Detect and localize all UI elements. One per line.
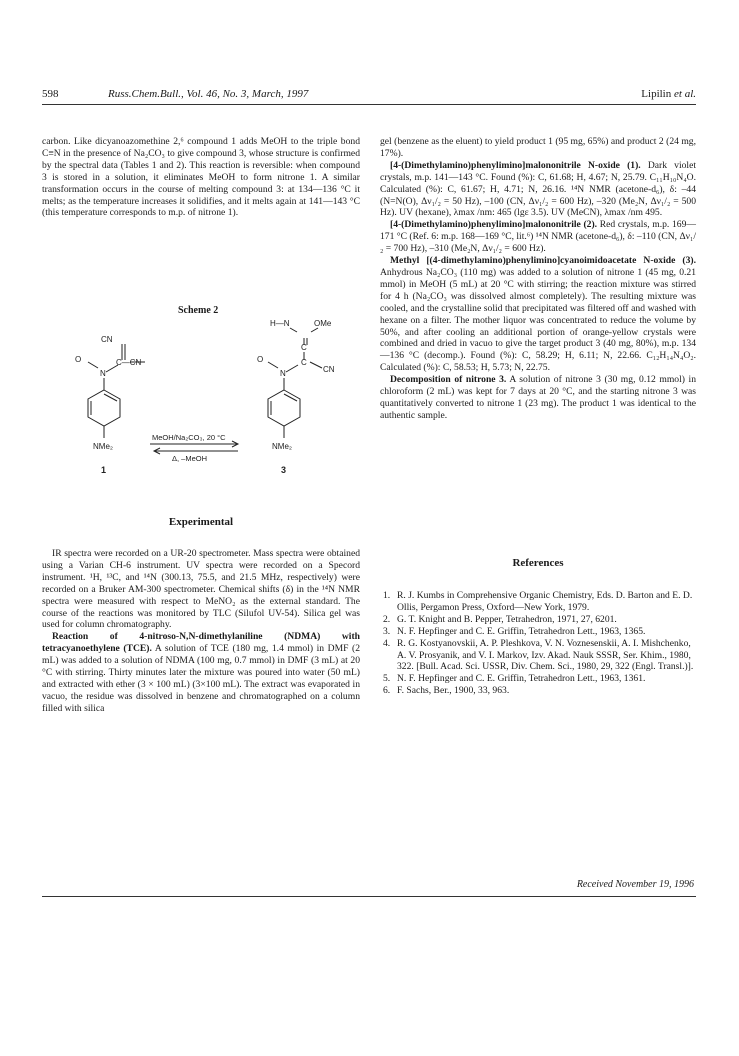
reaction-text: A solution of TCE (180 mg, 1.4 mmol) in DMF (2 mL) was added to a solution of NDMA (100 mg, 0.7 mmol) in DMF (3 mL) at 20 °C with stirring. Thirty minutes later the mixture was poured into water (50 mL) and extracted with ether (3 × 100 mL) (3×100 mL). The extract was evaporated in vacuo, the residue was dissolved in benzene and chromatographed on a column filled with silica <box>42 643 360 714</box>
compound-2-paragraph <box>380 219 696 255</box>
svg-text:C: C <box>301 343 307 352</box>
svg-text:CN: CN <box>101 335 113 344</box>
header-rule <box>42 104 696 105</box>
author-line <box>641 88 696 100</box>
svg-text:O: O <box>75 355 82 364</box>
svg-text:OMe: OMe <box>314 320 332 328</box>
compound-2-heading: [4-(Dimethylamino)phenylimino]malononitrile (2). <box>390 219 598 231</box>
benzene-ring-left <box>88 390 120 426</box>
compound-3-heading: Methyl [(4-dimethylamino)phenylimino]cyanoimidoacetate N-oxide (3). <box>390 255 696 267</box>
compound-3-text: Anhydrous Na₂CO₃ (110 mg) was added to a solution of nitrone 1 (45 mg, 0.21 mmol) in MeOH (5 mL) at 20 °C with stirring; the reaction mixture was stirred for 4 h (Na₂CO₃ was dissolved almost completely). The resulting mixture was cooled, and the crystalline solid that precipitated was filtered off and washed with hexane on a filter. The mother liquor was concentrated to reduce the volume by 50%, and after cooling an additional portion of orange-yellow crystals were combined and dried in vacuo to give the target product 3 (40 mg, 80%), m.p. 134—136 °C (decomp.). Found (%): C, 58.29; H, 6.11; N, 22.66. C₁₂H₁₄N₄O₂. Calculated (%): C, 58.53; H, 5.73; N, 22.75. <box>380 266 696 374</box>
right-column-body <box>380 136 696 422</box>
decomposition-paragraph <box>380 374 696 422</box>
svg-text:N: N <box>100 369 106 378</box>
author-name: Lipilin <box>641 88 672 100</box>
compound-3-paragraph <box>380 255 696 374</box>
scheme-title: Scheme 2 <box>178 305 219 316</box>
reference-item: 6. F. Sachs, Ber., 1900, 33, 963. <box>383 685 510 697</box>
running-header <box>42 88 696 104</box>
svg-text:CN: CN <box>323 365 335 374</box>
compound-2-text: Red crystals, m.p. 169—171 °C (Ref. 6: m.p. 168—169 °C, lit.⁶) ¹⁴N NMR (acetone-d₆), δ: –110 (CN, Δν₁/₂ = 700 Hz), –310 (Me₂N, Δν₁/₂ = 600 Hz). <box>380 219 696 255</box>
compound-label-1: 1 <box>101 465 107 475</box>
footer-rule <box>42 896 696 897</box>
compound-1-text: Dark violet crystals, m.p. 141—143 °C. Found (%): C, 61.68; H, 4.67; N, 25.79. C₁₁H₁₀N₄O. Calculated (%): C, 61.67; H, 4.71; N, 26.16. ¹⁴N NMR (acetone-d₆), δ: –44 (N=N(O), Δν₁/₂ = 50 Hz), –100 (CN, Δν₁/₂ = 600 Hz), –320 (Me₂N, Δν₁/₂ = 500 Hz). UV (hexane), λmax /nm: 465 (lgε 3.5). UV (MeCN), λmax /nm 495. <box>380 159 696 219</box>
intro-text: carbon. Like dicyanoazomethine 2,⁶ compound 1 adds MeOH to the triple bond C≡N in the presence of Na₂CO₃ to give compound 3, whose structure is confirmed by the spectral data (Tables 1 and 2). This reaction is reversible: when compound 3 is stored in a solution, it eliminates MeOH to form nitrone 1. A similar transformation occurs in the course of melting compound 3: at 134—136 °C it melts; as the temperature increases it solidifies, and it melts again at 141—143 °C (this temperature corresponds to m.p. of nitrone 1). <box>42 136 360 219</box>
arrow-reverse-condition: Δ, –MeOH <box>172 454 208 463</box>
left-intro-paragraph <box>42 136 360 219</box>
reaction-paragraph <box>42 631 360 714</box>
svg-text:C—CN: C—CN <box>116 358 142 367</box>
references-heading: References <box>512 557 564 569</box>
svg-text:NMe₂: NMe₂ <box>93 442 113 451</box>
svg-text:O: O <box>257 355 264 364</box>
references-list <box>383 590 696 697</box>
reference-item: 5. N. F. Hepfinger and C. E. Griffin, Tetrahedron Lett., 1963, 1361. <box>383 673 646 685</box>
received-date: Received November 19, 1996 <box>576 879 694 890</box>
decomposition-heading: Decomposition of nitrone 3. <box>390 374 507 386</box>
svg-text:NMe₂: NMe₂ <box>272 442 292 451</box>
author-suffix: et al. <box>674 88 696 100</box>
page-number: 598 <box>42 88 59 100</box>
svg-text:N: N <box>280 369 286 378</box>
continued-paragraph: gel (benzene as the eluent) to yield product 1 (95 mg, 65%) and product 2 (24 mg, 17%). <box>380 136 696 159</box>
references-list-container <box>383 590 696 697</box>
svg-text:H—N: H—N <box>270 320 290 328</box>
experimental-heading: Experimental <box>168 516 234 528</box>
reference-item: 1. R. J. Kumbs in Comprehensive Organic Chemistry, Eds. D. Barton and E. D. Ollis, Pergamon Press, Oxford—New York, 1979. <box>383 590 693 613</box>
journal-citation: Russ.Chem.Bull., Vol. 46, No. 3, March, 1997 <box>108 88 309 100</box>
arrow-forward-condition: MeOH/Na₂CO₃, 20 °C <box>152 433 226 442</box>
compound-1-heading: [4-(Dimethylamino)phenylimino]malononitrile N-oxide (1). <box>390 159 641 171</box>
compound-label-3: 3 <box>281 465 287 475</box>
experimental-body <box>42 548 360 715</box>
instruments-paragraph: IR spectra were recorded on a UR-20 spectrometer. Mass spectra were obtained using a Varian CH-6 instrument. UV spectra were recorded on a Specord instrument. ¹H, ¹³C, and ¹⁴N (300.13, 75.5, and 21.5 MHz, respectively) were recorded on a Bruker AM-300 spectrometer. Chemical shifts (δ) in the ¹⁴N NMR spectra were measured with respect to MeNO₂ as the external standard. The course of the reactions was monitored by TLC (Silufol UV-54). Silica gel was used for column chromatography. <box>42 548 360 631</box>
svg-text:C: C <box>301 358 307 367</box>
compound-1-paragraph <box>380 160 696 220</box>
reference-item: 3. N. F. Hepfinger and C. E. Griffin, Tetrahedron Lett., 1963, 1365. <box>383 625 646 637</box>
decomposition-text: A solution of nitrone 3 (30 mg, 0.12 mmol) in chloroform (2 mL) was kept for 7 days at 20 °C, and the starting nitrone 3 was quantitatively converted to nitrone 1 (23 mg). The product 1 was identical to the authentic sample. <box>380 374 696 421</box>
reference-item: 4. R. G. Kostyanovskii, A. P. Pleshkova, V. N. Voznesenskii, A. I. Mishchenko, A. V. Prosyanik, and V. I. Markov, Izv. Akad. Nauk SSSR, Ser. Khim., 1980, 322. [Bull. Acad. Sci. USSR, Div. Chem. Sci., 1980, 29, 322 (Engl. Transl.)]. <box>383 637 694 673</box>
benzene-ring-right <box>268 390 300 426</box>
reaction-heading: Reaction of 4-nitroso-N,N-dimethylaniline (NDMA) with tetracyanoethylene (TCE). <box>42 631 360 655</box>
scheme-2-diagram <box>42 320 360 500</box>
reference-item: 2. G. T. Knight and B. Pepper, Tetrahedron, 1971, 27, 6201. <box>383 613 617 625</box>
